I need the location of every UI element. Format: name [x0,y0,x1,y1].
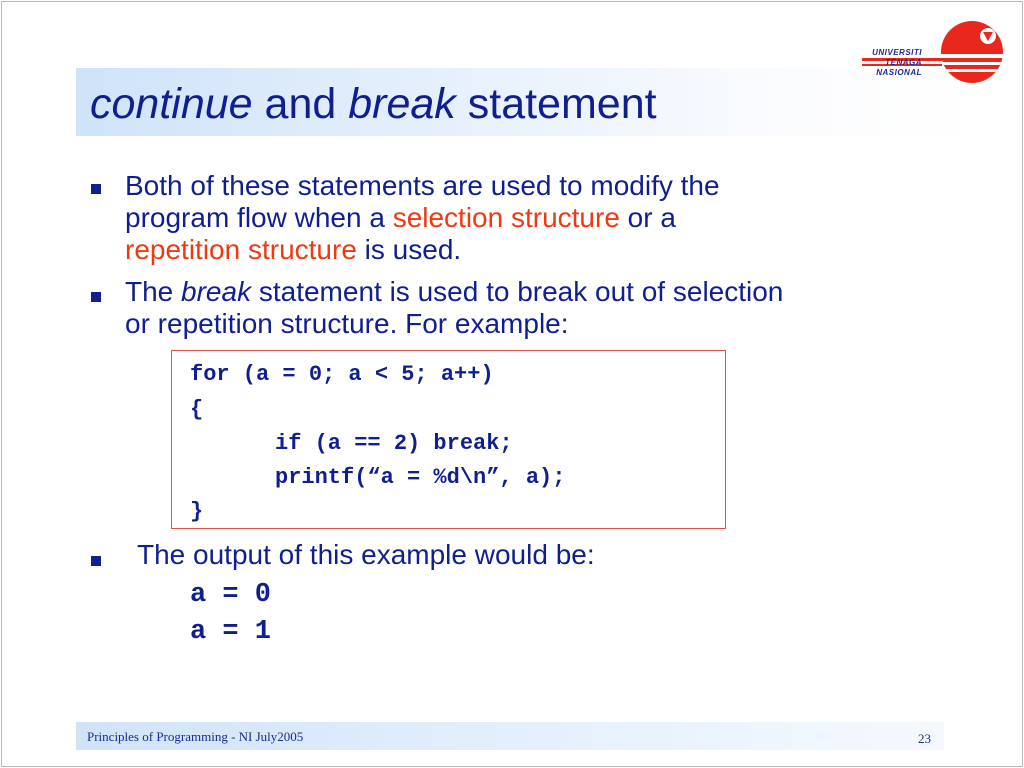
text-run: or repetition structure. For example: [125,308,569,339]
text-run: is used. [356,234,462,265]
university-logo [862,18,1004,90]
title-statement: statement [455,80,657,128]
code-line-5: } [190,499,204,524]
title-keyword-break: break [348,80,456,128]
bullet-1-line-1 [125,170,945,202]
bullet-1-line-2 [125,202,945,234]
bullet-2-line-1 [125,276,945,308]
text-run: Both of these statements are used to modify the [125,170,720,201]
code-line-2: { [190,397,204,422]
bullet-marker-2 [91,292,101,302]
bullet-text-3: The output of this example would be: [137,539,595,570]
output-line-1: a = 0 [190,580,272,610]
keyword-break: break [181,276,252,307]
text-run: or a [619,202,676,233]
logo-text-line2: TENAGA [885,58,922,67]
logo-text-line1: UNIVERSITI [872,48,922,57]
bullet-text-2 [125,276,945,340]
text-run: The [125,276,182,307]
output-line-2: a = 1 [190,617,272,647]
code-line-4: printf(“a = %d\n”, a); [275,465,566,490]
code-line-1: for (a = 0; a < 5; a++) [190,362,494,387]
bullet-1-line-3 [125,234,945,266]
logo-text-line3: NASIONAL [876,68,922,77]
title-keyword-continue: continue [90,80,253,128]
bullet-2-line-2 [125,308,945,340]
highlight-selection-structure: selection structure [392,202,620,233]
code-line-3: if (a == 2) break; [275,431,513,456]
bullet-marker-3 [91,556,101,566]
highlight-repetition-structure: repetition structure [125,234,357,265]
slide-title [90,76,657,132]
bullet-text-1 [125,170,945,266]
text-run: program flow when a [125,202,393,233]
footer-course-title: Principles of Programming - NI July2005 [87,729,304,744]
bullet-marker-1 [91,184,101,194]
slide-number: 23 [918,731,931,746]
text-run: statement is used to break out of selection [251,276,784,307]
title-and: and [252,80,349,128]
